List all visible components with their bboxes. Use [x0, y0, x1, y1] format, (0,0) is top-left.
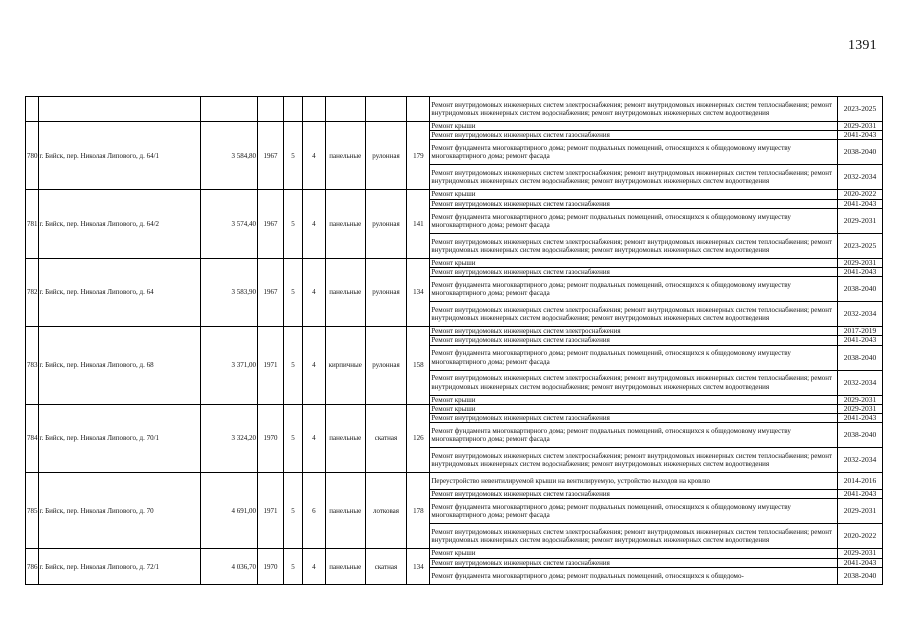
address-cell: г. Бийск, пер. Николая Липового, д. 64 — [38, 258, 200, 326]
work-type-cell: Ремонт внутридомовых инженерных систем газоснабжения — [430, 558, 838, 567]
period-cell: 2032-2034 — [837, 302, 882, 327]
roof-type-cell: рулонная — [365, 190, 407, 258]
building-row — [26, 258, 883, 267]
period-cell: 2020-2022 — [837, 190, 882, 199]
period-cell: 2029-2031 — [837, 208, 882, 233]
period-cell: 2029-2031 — [837, 258, 882, 267]
year-built-cell: 1967 — [257, 190, 283, 258]
work-type-cell: Ремонт крыши — [430, 258, 838, 267]
roof-type-cell: скатная — [365, 404, 407, 472]
total-area-cell: 3 583,90 — [200, 258, 257, 326]
blank-cell — [325, 97, 365, 122]
floors-cell: 5 — [284, 327, 303, 405]
work-type-cell: Ремонт фундамента многоквартирного дома; ремонт подвальных помещений, относящихся к общедомо- — [430, 567, 838, 584]
building-row — [26, 404, 883, 413]
roof-type-cell: лотковая — [365, 473, 407, 549]
residents-cell: 141 — [407, 190, 430, 258]
blank-cell — [257, 97, 283, 122]
work-type-cell: Ремонт фундамента многоквартирного дома; ремонт подвальных помещений, относящихся к общедомовому имуществу многоквартирного дома; ремонт фасада — [430, 140, 838, 165]
year-built-cell: 1967 — [257, 122, 283, 190]
year-built-cell: 1970 — [257, 404, 283, 472]
work-type-cell: Ремонт внутридомовых инженерных систем электроснабжения; ремонт внутридомовых инженерных систем теплоснабжения; ремонт внутридомовых инженерных систем водоснабжения; ремонт внутридомовых инженерных систем водоотведения — [430, 370, 838, 395]
floors-cell: 5 — [284, 190, 303, 258]
address-cell: г. Бийск, пер. Николая Липового, д. 64/2 — [38, 190, 200, 258]
period-cell: 2017-2019 — [837, 327, 882, 336]
work-type-cell: Ремонт крыши — [430, 404, 838, 413]
address-cell: г. Бийск, пер. Николая Липового, д. 70/1 — [38, 404, 200, 472]
year-built-cell: 1967 — [257, 258, 283, 326]
work-type-cell: Ремонт внутридомовых инженерных систем электроснабжения; ремонт внутридомовых инженерных систем теплоснабжения; ремонт внутридомовых инженерных систем водоснабжения; ремонт внутридомовых инженерных систем водоотведения — [430, 524, 838, 549]
wall-material-cell: панельные — [325, 404, 365, 472]
entrances-cell: 4 — [302, 258, 325, 326]
roof-type-cell: скатная — [365, 549, 407, 584]
work-type-cell: Переустройство невентилируемой крыши на вентилируемую, устройство выходов на кровлю — [430, 473, 838, 490]
period-cell: 2029-2031 — [837, 404, 882, 413]
year-built-cell: 1971 — [257, 327, 283, 405]
work-type-cell: Ремонт внутридомовых инженерных систем газоснабжения — [430, 414, 838, 423]
total-area-cell: 3 371,00 — [200, 327, 257, 405]
total-area-cell: 3 574,40 — [200, 190, 257, 258]
blank-cell — [284, 97, 303, 122]
total-area-cell: 3 584,80 — [200, 122, 257, 190]
wall-material-cell: панельные — [325, 122, 365, 190]
work-type-cell: Ремонт внутридомовых инженерных систем электроснабжения; ремонт внутридомовых инженерных систем теплоснабжения; ремонт внутридомовых инженерных систем водоснабжения; ремонт внутридомовых инженерных систем водоотведения — [430, 97, 838, 122]
entrances-cell: 4 — [302, 122, 325, 190]
row-number-cell: 785 — [26, 473, 39, 549]
building-row — [26, 122, 883, 131]
wall-material-cell: кирпичные — [325, 327, 365, 405]
blank-cell — [365, 97, 407, 122]
work-type-cell: Ремонт внутридомовых инженерных систем газоснабжения — [430, 490, 838, 499]
work-type-cell: Ремонт фундамента многоквартирного дома; ремонт подвальных помещений, относящихся к общедомовому имуществу многоквартирного дома; ремонт фасада — [430, 499, 838, 524]
period-cell: 2041-2043 — [837, 131, 882, 140]
row-number-cell: 783 — [26, 327, 39, 405]
roof-type-cell: рулонная — [365, 122, 407, 190]
continued-row — [26, 97, 883, 122]
work-type-cell: Ремонт крыши — [430, 395, 838, 404]
wall-material-cell: панельные — [325, 258, 365, 326]
row-number-cell: 782 — [26, 258, 39, 326]
floors-cell: 5 — [284, 404, 303, 472]
period-cell: 2029-2031 — [837, 499, 882, 524]
blank-cell — [200, 97, 257, 122]
period-cell: 2032-2034 — [837, 165, 882, 190]
period-cell: 2023-2025 — [837, 233, 882, 258]
period-cell: 2038-2040 — [837, 277, 882, 302]
total-area-cell: 3 324,20 — [200, 404, 257, 472]
work-type-cell: Ремонт внутридомовых инженерных систем газоснабжения — [430, 131, 838, 140]
blank-cell — [302, 97, 325, 122]
period-cell: 2032-2034 — [837, 448, 882, 473]
row-number-cell: 784 — [26, 404, 39, 472]
floors-cell: 5 — [284, 473, 303, 549]
year-built-cell: 1971 — [257, 473, 283, 549]
page-number: 1391 — [848, 38, 877, 53]
year-built-cell: 1970 — [257, 549, 283, 584]
period-cell: 2041-2043 — [837, 268, 882, 277]
row-number-cell: 786 — [26, 549, 39, 584]
entrances-cell: 4 — [302, 549, 325, 584]
period-cell: 2038-2040 — [837, 567, 882, 584]
period-cell: 2029-2031 — [837, 122, 882, 131]
period-cell: 2032-2034 — [837, 370, 882, 395]
building-row — [26, 473, 883, 490]
period-cell: 2041-2043 — [837, 490, 882, 499]
floors-cell: 5 — [284, 122, 303, 190]
period-cell: 2041-2043 — [837, 414, 882, 423]
floors-cell: 5 — [284, 549, 303, 584]
row-number-cell: 781 — [26, 190, 39, 258]
period-cell: 2041-2043 — [837, 199, 882, 208]
address-cell: г. Бийск, пер. Николая Липового, д. 68 — [38, 327, 200, 405]
period-cell: 2041-2043 — [837, 336, 882, 345]
period-cell: 2020-2022 — [837, 524, 882, 549]
work-type-cell: Ремонт внутридомовых инженерных систем газоснабжения — [430, 268, 838, 277]
period-cell: 2038-2040 — [837, 345, 882, 370]
work-type-cell: Ремонт внутридомовых инженерных систем электроснабжения — [430, 327, 838, 336]
address-cell: г. Бийск, пер. Николая Липового, д. 72/1 — [38, 549, 200, 584]
work-type-cell: Ремонт внутридомовых инженерных систем газоснабжения — [430, 199, 838, 208]
wall-material-cell: панельные — [325, 473, 365, 549]
residents-cell: 179 — [407, 122, 430, 190]
entrances-cell: 6 — [302, 473, 325, 549]
residents-cell: 134 — [407, 549, 430, 584]
work-type-cell: Ремонт фундамента многоквартирного дома; ремонт подвальных помещений, относящихся к общедомовому имуществу многоквартирного дома; ремонт фасада — [430, 345, 838, 370]
residents-cell: 134 — [407, 258, 430, 326]
work-type-cell: Ремонт внутридомовых инженерных систем газоснабжения — [430, 336, 838, 345]
blank-cell — [26, 97, 39, 122]
period-cell: 2029-2031 — [837, 549, 882, 558]
entrances-cell: 4 — [302, 327, 325, 405]
blank-cell — [38, 97, 200, 122]
entrances-cell: 4 — [302, 190, 325, 258]
period-cell: 2038-2040 — [837, 423, 882, 448]
total-area-cell: 4 036,70 — [200, 549, 257, 584]
wall-material-cell: панельные — [325, 190, 365, 258]
period-cell: 2041-2043 — [837, 558, 882, 567]
housing-repair-register-table — [25, 96, 883, 585]
residents-cell: 178 — [407, 473, 430, 549]
address-cell: г. Бийск, пер. Николая Липового, д. 70 — [38, 473, 200, 549]
work-type-cell: Ремонт фундамента многоквартирного дома; ремонт подвальных помещений, относящихся к общедомовому имуществу многоквартирного дома; ремонт фасада — [430, 423, 838, 448]
total-area-cell: 4 691,00 — [200, 473, 257, 549]
work-type-cell: Ремонт крыши — [430, 190, 838, 199]
period-cell: 2038-2040 — [837, 140, 882, 165]
blank-cell — [407, 97, 430, 122]
wall-material-cell: панельные — [325, 549, 365, 584]
work-type-cell: Ремонт внутридомовых инженерных систем электроснабжения; ремонт внутридомовых инженерных систем теплоснабжения; ремонт внутридомовых инженерных систем водоснабжения; ремонт внутридомовых инженерных систем водоотведения — [430, 165, 838, 190]
residents-cell: 126 — [407, 404, 430, 472]
roof-type-cell: рулонная — [365, 258, 407, 326]
building-row — [26, 549, 883, 558]
residents-cell: 158 — [407, 327, 430, 405]
period-cell: 2023-2025 — [837, 97, 882, 122]
roof-type-cell: рулонная — [365, 327, 407, 405]
address-cell: г. Бийск, пер. Николая Липового, д. 64/1 — [38, 122, 200, 190]
floors-cell: 5 — [284, 258, 303, 326]
period-cell: 2029-2031 — [837, 395, 882, 404]
work-type-cell: Ремонт фундамента многоквартирного дома; ремонт подвальных помещений, относящихся к общедомовому имуществу многоквартирного дома; ремонт фасада — [430, 208, 838, 233]
row-number-cell: 780 — [26, 122, 39, 190]
entrances-cell: 4 — [302, 404, 325, 472]
work-type-cell: Ремонт внутридомовых инженерных систем электроснабжения; ремонт внутридомовых инженерных систем теплоснабжения; ремонт внутридомовых инженерных систем водоснабжения; ремонт внутридомовых инженерных систем водоотведения — [430, 233, 838, 258]
building-row — [26, 327, 883, 336]
period-cell: 2014-2016 — [837, 473, 882, 490]
work-type-cell: Ремонт внутридомовых инженерных систем электроснабжения; ремонт внутридомовых инженерных систем теплоснабжения; ремонт внутридомовых инженерных систем водоснабжения; ремонт внутридомовых инженерных систем водоотведения — [430, 448, 838, 473]
work-type-cell: Ремонт внутридомовых инженерных систем электроснабжения; ремонт внутридомовых инженерных систем теплоснабжения; ремонт внутридомовых инженерных систем водоснабжения; ремонт внутридомовых инженерных систем водоотведения — [430, 302, 838, 327]
building-row — [26, 190, 883, 199]
work-type-cell: Ремонт фундамента многоквартирного дома; ремонт подвальных помещений, относящихся к общедомовому имуществу многоквартирного дома; ремонт фасада — [430, 277, 838, 302]
work-type-cell: Ремонт крыши — [430, 122, 838, 131]
work-type-cell: Ремонт крыши — [430, 549, 838, 558]
